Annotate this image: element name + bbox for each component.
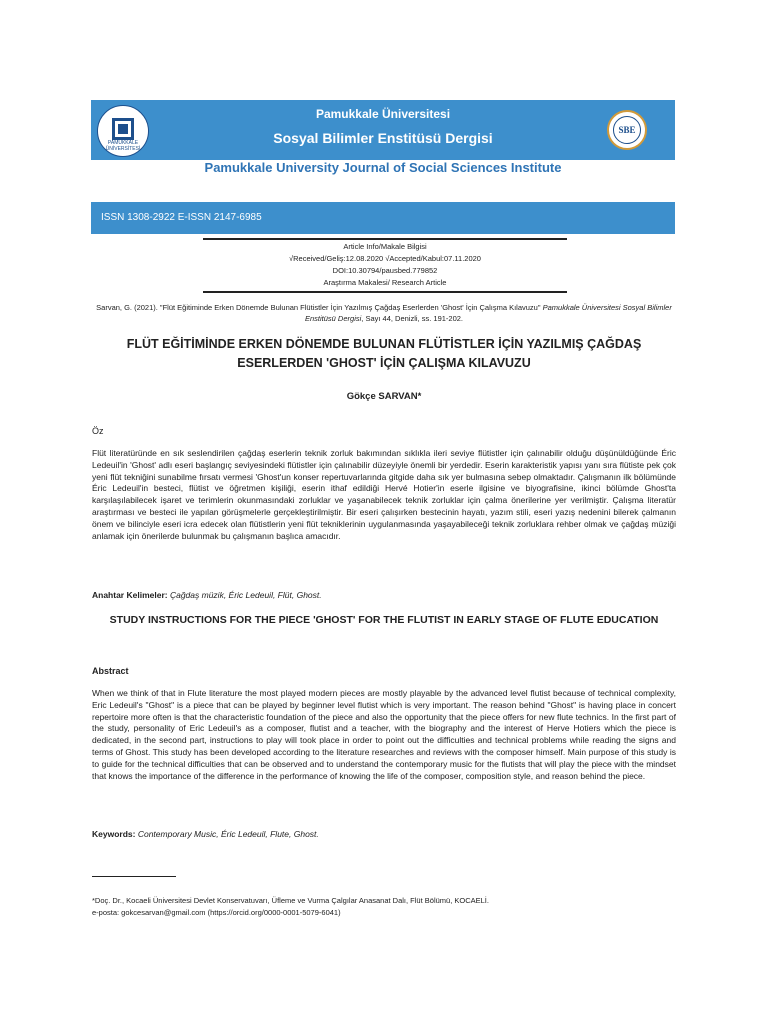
citation-text: Sarvan, G. (2021). "Flüt Eğitiminde Erken Dönemde Bulunan Flütistler İçin Yazılmış Çağdaş Eserlerden 'Ghost' İçin Çalışma Kılavuzu": [96, 303, 543, 312]
anahtar-kelimeler-label: Anahtar Kelimeler:: [92, 590, 168, 600]
article-title-english: STUDY INSTRUCTIONS FOR THE PIECE 'GHOST' FOR THE FLUTIST IN EARLY STAGE OF FLUTE EDUCATION: [109, 614, 659, 626]
author-name: Gökçe SARVAN*: [346, 391, 422, 402]
abstract-paragraph: When we think of that in Flute literature the most played modern pieces are mostly playable by the advanced level flutist because of technical complexity, Eric Ledeuil's "Ghost" is a piece that can be played by beginner level flutist which is very important. The reason behind "Ghost" is having place in concert repertoire more often is that the characteristic foundation of the piece and also the opportunity that the piece offers for new flute technics. In the first part of the study, personality of Eric Ledeuil's as a composer, flutist and a teacher, with the biography and the interest of Herve Hotiers which the piece is dedicated, in the second part, instructions to play will took place in order to point out the difficulties and technical problems while reading the signs and terms of Ghost. This study has been developed according to the literature researches and reviews with the composer himself. Main purpose of this study is to guide for the technical difficulties that can be observed and to understand the contemporary music for the flutists that will play the piece with the mindset that knows the importance of the difference in the performance of knowing the life of the composer, composition style, and reason behind the piece.: [92, 688, 676, 781]
anahtar-kelimeler: [92, 590, 322, 600]
article-info-label: Article Info/Makale Bilgisi: [343, 242, 427, 251]
keywords-label: Keywords:: [92, 829, 136, 839]
sbe-logo-text: SBE: [613, 116, 641, 144]
info-divider-top: [203, 238, 567, 240]
citation-end: , Sayı 44, Denizli, ss. 191-202.: [361, 314, 463, 323]
info-divider-bottom: [203, 291, 567, 293]
seal-text: PAMUKKALE ÜNİVERSİTESİ: [105, 140, 141, 152]
citation: [92, 302, 676, 324]
keywords-values: Contemporary Music, Éric Ledeuil, Flute, Ghost.: [137, 829, 319, 839]
article-dates: √Received/Geliş:12.08.2020 √Accepted/Kabul:07.11.2020: [289, 254, 481, 263]
journal-english-name: Pamukkale University Journal of Social Sciences Institute: [204, 160, 562, 175]
citation-journal: Pamukkale Üniversitesi Sosyal Bilimler Enstitüsü Dergisi: [305, 303, 672, 323]
footnote-affiliation: *Doç. Dr., Kocaeli Üniversitesi Devlet Konservatuvarı, Üfleme ve Vurma Çalgılar Anasanat Dalı, Flüt Bölümü, KOCAELİ.: [92, 896, 489, 905]
footnote-email: e-posta: gokcesarvan@gmail.com (https://orcid.org/0000-0001-5079-6041): [92, 908, 341, 917]
sbe-logo: [607, 110, 647, 150]
article-doi: DOI:10.30794/pausbed.779852: [332, 266, 438, 275]
issn-text: ISSN 1308-2922 E-ISSN 2147-6985: [101, 212, 262, 223]
oz-paragraph: Flüt literatüründe en sık seslendirilen çağdaş eserlerin teknik zorluk bakımından sıklıkla ileri seviye flütistler için çalınabilir olduğu düşünüldüğünde Éric Ledeuil'in 'Ghost' adlı eseri başlangıç seviyesindeki flütistler için çalınabilir düzeyiyle önemli bir yerdedir. Eserin karakteristik yapısı yanı sıra flütiste pek çok yeni flüt tekniğini sunabilme fırsatı vermesi 'Ghost'un konser repertuvarlarında gitgide daha sık yer bulmasına sebep olmaktadır. Çalışmanın ilk bölümünde Éric Ledeuil'in besteci, flütist ve öğretmen kişiliği, eserin ithaf edildiği Hervé Hotier'in eserle ilgisine ve biyografisine, ikinci bölümde Ghost'ta karşılaşılabilecek işaret ve terimlerin okunmasındaki zorluklar ve yaşanabilecek teknik zorluklar için çalma önerilerine yer verilmiştir. Çalışma literatür araştırması ve besteci ile yapılan görüşmelerle gerçekleştirilmiştir. Bir eseri çalışırken bestecinin hayatı, yazım stili, eseri yazış nedenini bilerek çalmanın önem ve bilinciyle eseri icra edecek olan flütistlerin yeni flüt tekniklerinin uygulanmasında yaşayabileceği teknik zorluklara rehber olmak ve çağdaş müziği anlamak için önerilerde bulunmak bu çalışmanın başlıca amacıdır.: [92, 448, 676, 541]
footnote-divider: [92, 876, 176, 877]
university-name: Pamukkale Üniversitesi: [315, 107, 451, 121]
article-title-turkish: FLÜT EĞİTİMİNDE ERKEN DÖNEMDE BULUNAN FLÜTİSTLER İÇİN YAZILMIŞ ÇAĞDAŞ ESERLERDEN 'GHOST' İÇİN ÇALIŞMA KILAVUZU: [126, 337, 642, 370]
issn-bar: [91, 202, 675, 234]
journal-header: [91, 100, 675, 160]
oz-heading: Öz: [92, 426, 104, 436]
article-type: Araştırma Makalesi/ Research Article: [323, 278, 447, 287]
abstract-heading: Abstract: [92, 666, 129, 676]
journal-name: Sosyal Bilimler Enstitüsü Dergisi: [273, 130, 493, 146]
keywords: [92, 829, 319, 839]
anahtar-kelimeler-values: Çağdaş müzik, Éric Ledeuil, Flüt, Ghost.: [169, 590, 322, 600]
